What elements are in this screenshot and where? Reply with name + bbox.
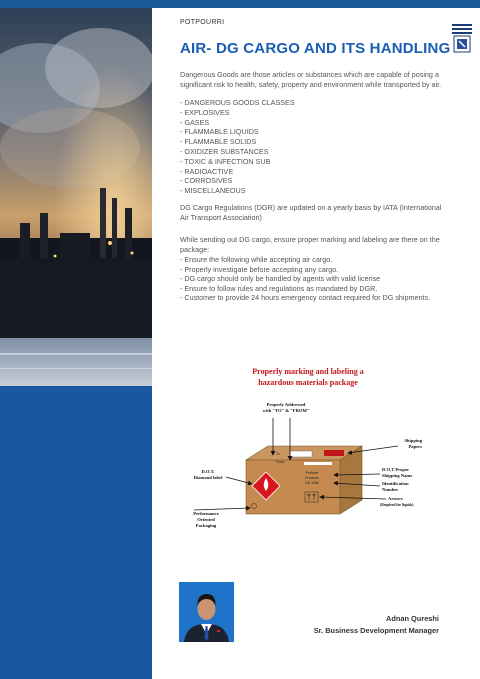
- diagram-title-line2: hazardous materials package: [258, 378, 358, 387]
- author-name: Adnan Qureshi: [386, 614, 439, 623]
- list-item: - TOXIC & INFECTION SUB: [180, 156, 271, 166]
- intro-paragraph: Dangerous Goods are those articles or substances which are capable of posing a significant risk to health, safety, property and environment while transported by air.: [180, 70, 442, 89]
- label-addressed: Properly Addressed: [266, 402, 306, 407]
- box-un: UN 1266: [305, 481, 319, 485]
- list-item: - Ensure to follow rules and regulations as mandated by DGR.: [180, 283, 378, 293]
- author-block: [314, 613, 439, 637]
- list-item: - GASES: [180, 117, 210, 127]
- label-addressed-2: with "TO" & "FROM": [262, 408, 310, 413]
- label-dot-2: Diamond label: [193, 475, 223, 480]
- box-perfume: Perfume: [305, 471, 319, 475]
- label-performance-3: Packaging: [195, 523, 217, 528]
- left-decorative-column: [0, 8, 152, 679]
- dgr-paragraph: DG Cargo Regulations (DGR) are updated on a yearly basis by IATA (International Air Transport Association): [180, 203, 442, 222]
- box-from: From:: [276, 460, 285, 464]
- label-performance-2: Oriented: [197, 517, 215, 522]
- list-item: - Properly investigate before accepting any cargo.: [180, 264, 339, 274]
- label-identification: Identification: [382, 481, 409, 486]
- company-logo: [452, 24, 472, 54]
- top-accent-bar: [0, 0, 480, 8]
- list-item: - MISCELLANEOUS: [180, 186, 246, 196]
- list-item: - FLAMMABLE LIQUIDS: [180, 127, 259, 137]
- label-shipping-papers-2: Papers: [408, 444, 422, 449]
- list-item: - Customer to provide 24 hours emergency contact required for DG shipments.: [180, 293, 431, 303]
- hazmat-package-diagram: [186, 362, 430, 540]
- label-shipping-papers: Shipping: [404, 438, 422, 443]
- list-item: - EXPLOSIVES: [180, 107, 230, 117]
- industrial-smoke-photo: [0, 8, 152, 386]
- label-performance: Performance: [193, 511, 219, 516]
- shipping-points-list: [180, 255, 450, 303]
- label-identification-2: Number: [382, 487, 399, 492]
- dg-classes-list: [180, 98, 450, 196]
- label-arrows: Arrows: [388, 496, 403, 501]
- list-item: - DANGEROUS GOODS CLASSES: [180, 98, 295, 107]
- author-role: Sr. Business Development Manager: [313, 626, 439, 635]
- label-dot-proper-2: Shipping Name: [382, 473, 413, 478]
- box-to: To:: [276, 452, 281, 456]
- section-label: POTPOURRI: [180, 19, 225, 26]
- list-item: - Ensure the following while accepting air cargo.: [180, 255, 333, 264]
- shipping-intro: While sending out DG cargo, ensure proper marking and labeling are there on the package:: [180, 235, 440, 254]
- list-item: - DG cargo should only be handled by agents with valid license: [180, 274, 381, 284]
- list-item: - RADIOACTIVE: [180, 166, 234, 176]
- diagram-title-line1: Properly marking and labeling a: [252, 367, 364, 376]
- label-dot: D.O.T.: [201, 469, 215, 474]
- list-item: - OXIDIZER SUBSTANCES: [180, 146, 269, 156]
- list-item: - FLAMMABLE SOLIDS: [180, 137, 257, 147]
- page-title: AIR- DG CARGO AND ITS HANDLING: [180, 40, 451, 57]
- box-products: Products: [305, 476, 319, 480]
- label-dot-proper: D.O.T Proper: [382, 467, 410, 472]
- list-item: - CORROSIVES: [180, 176, 233, 186]
- label-arrows-2: (Required for liquids): [380, 503, 414, 507]
- author-photo: [179, 582, 234, 642]
